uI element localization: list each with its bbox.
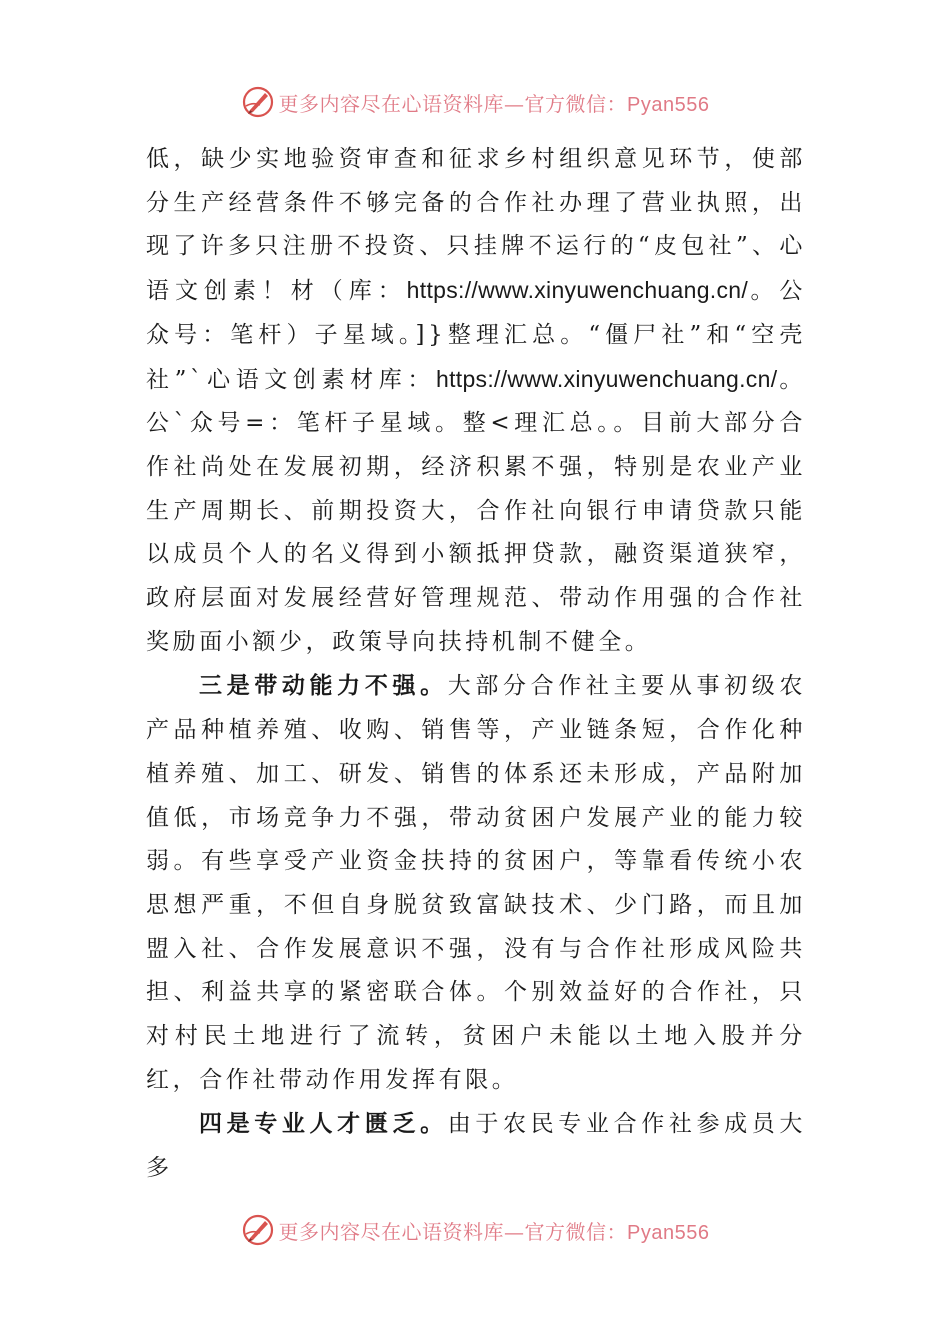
header-watermark-text: 更多内容尽在心语资料库—官方微信：Pyan556	[278, 91, 710, 116]
url-text-2: https://www.xinyuwenchuang.cn/	[435, 365, 778, 392]
pen-logo-icon	[241, 85, 275, 119]
paragraph-3-heading: 四是专业人才匮乏。	[199, 1110, 448, 1138]
pen-logo-icon	[241, 1213, 275, 1247]
paragraph-2-heading: 三是带动能力不强。	[199, 672, 448, 700]
document-body	[146, 138, 806, 1191]
header-watermark-banner	[0, 82, 950, 122]
footer-watermark-text: 更多内容尽在心语资料库—官方微信：Pyan556	[278, 1219, 710, 1244]
paragraph-2: 三是带动能力不强。大部分合作社主要从事初级农产品种植养殖、收购、销售等，产业链条短，合作化种植养殖、加工、研发、销售的体系还未形成，产品附加值低，市场竞争力不强，带动贫困户发展产业的能力较弱。有些享受产业资金扶持的贫困户，等靠看传统小农思想严重，不但自身脱贫致富缺技术、少门路，而且加盟入社、合作发展意识不强，没有与合作社形成风险共担、利益共享的紧密联合体。个别效益好的合作社，只对村民土地进行了流转，贫困户未能以土地入股并分红，合作社带动作用发挥有限。	[146, 672, 806, 1093]
paragraph-3: 四是专业人才匮乏。由于农民专业合作社参成员大多	[146, 1110, 806, 1182]
footer-watermark-banner	[0, 1210, 950, 1250]
footer-watermark-brand: Pyan556	[627, 1221, 710, 1244]
header-watermark-brand: Pyan556	[627, 93, 710, 116]
url-text-1: https://www.xinyuwenchuang.cn/	[406, 277, 749, 304]
paragraph-1: 低，缺少实地验资审查和征求乡村组织意见环节，使部分生产经营条件不够完备的合作社办理了营业执照，出现了许多只注册不投资、只挂牌不运行的“皮包社”、心语文创素！材（库：https://www.xinyuwenchuang.cn/。公众号：笔杆）子星域。]}整理汇总。“僵尸社”和“空壳社”`心语文创素材库：https://www.xinyuwenchuang.cn/。公`众号=：笔杆子星域。整<理汇总。。目前大部分合作社尚处在发展初期，经济积累不强，特别是农业产业生产周期长、前期投资大，合作社向银行申请贷款只能以成员个人的名义得到小额抵押贷款，融资渠道狭窄，政府层面对发展经营好管理规范、带动作用强的合作社奖励面小额少，政策导向扶持机制不健全。	[146, 146, 807, 655]
